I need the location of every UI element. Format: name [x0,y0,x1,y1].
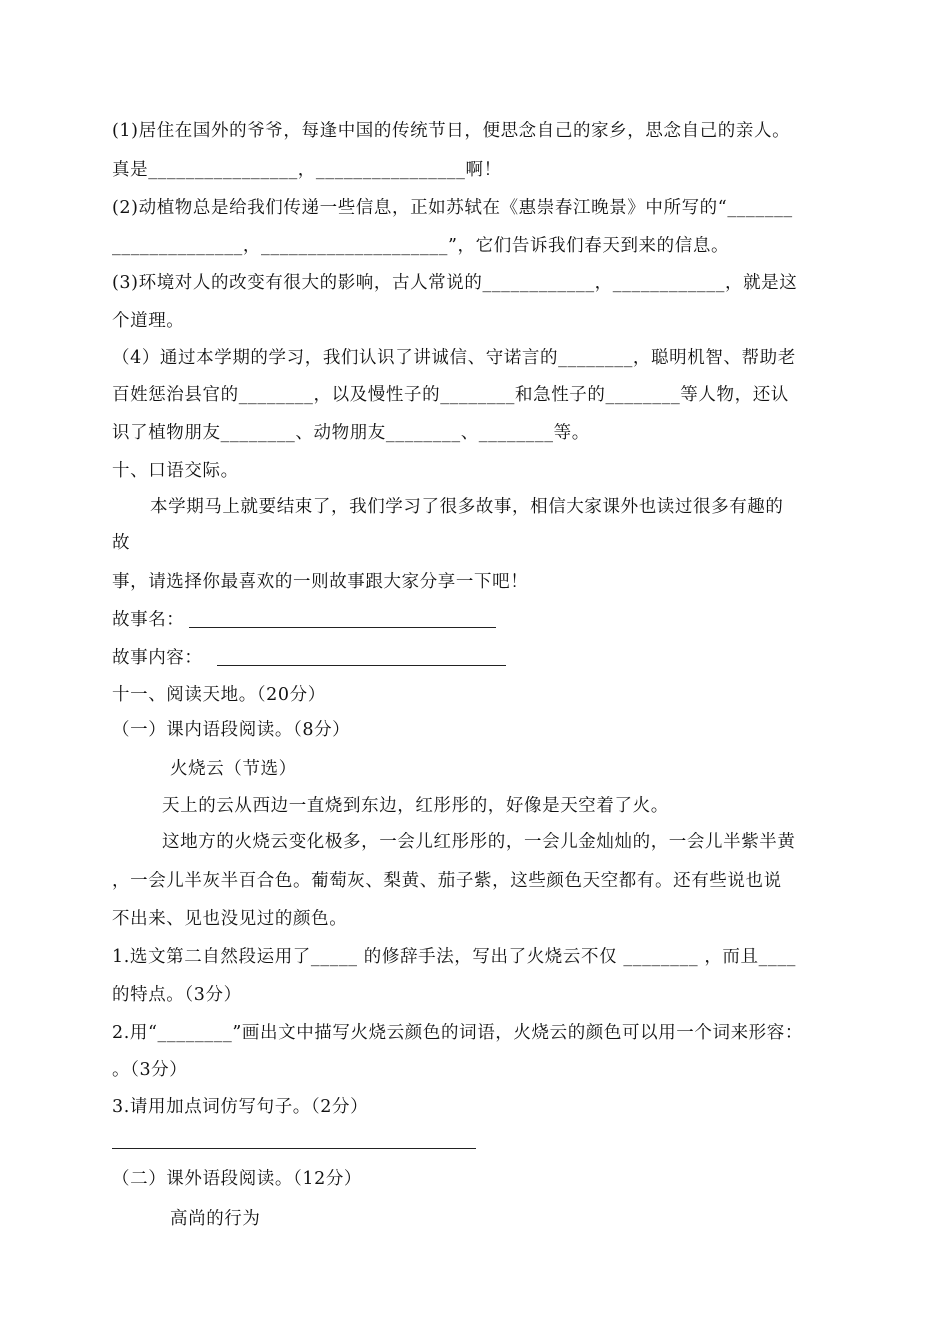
story-content-label: 故事内容： [112,648,203,668]
q4-line-2: 百姓惩治县官的________，以及慢性子的________和急性子的________等人物，还认 [112,385,789,405]
q1-line-2: 真是________________，________________啊！ [112,160,502,180]
story-content-underline [217,665,506,666]
section-11-heading: 十一、阅读天地。（20分） [112,685,326,705]
question-3-answer-underline [112,1148,476,1149]
q1-line-1: (1)居住在国外的爷爷，每逢中国的传统节日，便思念自己的家乡，思念自己的亲人。 [112,121,791,141]
oral-paragraph-line-3: 事，请选择你最喜欢的一则故事跟大家分享一下吧！ [112,572,529,592]
story-name-label: 故事名： [112,610,185,630]
passage-paragraph-2-line-3: 不出来、见也没见过的颜色。 [112,909,348,929]
question-2-line-2: 。（3分） [112,1060,188,1080]
q2-line-2: ______________，____________________”，它们告诉我们春天到来的信息。 [112,236,730,256]
q2-line-1: (2)动植物总是给我们传递一些信息，正如苏轼在《惠崇春江晚景》中所写的“_______ [112,198,793,218]
part-2-heading: （二）课外语段阅读。（12分） [112,1169,363,1189]
question-3-line: 3.请用加点词仿写句子。（2分） [112,1097,369,1117]
question-1-line-1: 1.选文第二自然段运用了_____ 的修辞手法，写出了火烧云不仅 ________ ，而且____ [112,947,797,967]
passage-paragraph-2-line-2: ，一会儿半灰半百合色。葡萄灰、梨黄、茄子紫，这些颜色天空都有。还有些说也说 [112,871,782,891]
q3-line-2: 个道理。 [112,311,185,331]
passage-title: 火烧云（节选） [170,759,297,779]
passage-2-title: 高尚的行为 [170,1209,261,1229]
oral-paragraph-line-1: 本学期马上就要结束了，我们学习了很多故事，相信大家课外也读过很多有趣的 [150,497,784,517]
part-1-heading: （一）课内语段阅读。（8分） [112,720,351,740]
question-2-line-1: 2.用“________”画出文中描写火烧云颜色的词语，火烧云的颜色可以用一个词来形容： [112,1023,803,1043]
story-name-underline [189,627,496,628]
passage-paragraph-2-line-1: 这地方的火烧云变化极多，一会儿红彤彤的，一会儿金灿灿的，一会儿半紫半黄 [162,832,796,852]
q4-line-1: （4）通过本学期的学习，我们认识了讲诚信、守诺言的________，聪明机智、帮助老 [112,348,796,368]
question-1-line-2: 的特点。（3分） [112,985,242,1005]
oral-paragraph-line-2: 故 [112,533,131,553]
passage-paragraph-1: 天上的云从西边一直烧到东边，红彤彤的，好像是天空着了火。 [162,796,669,816]
q3-line-1: (3)环境对人的改变有很大的影响，古人常说的____________，____________，就是这 [112,273,798,293]
q4-line-3: 识了植物朋友________、动物朋友________、________等。 [112,423,590,443]
section-10-heading: 十、口语交际。 [112,461,239,481]
